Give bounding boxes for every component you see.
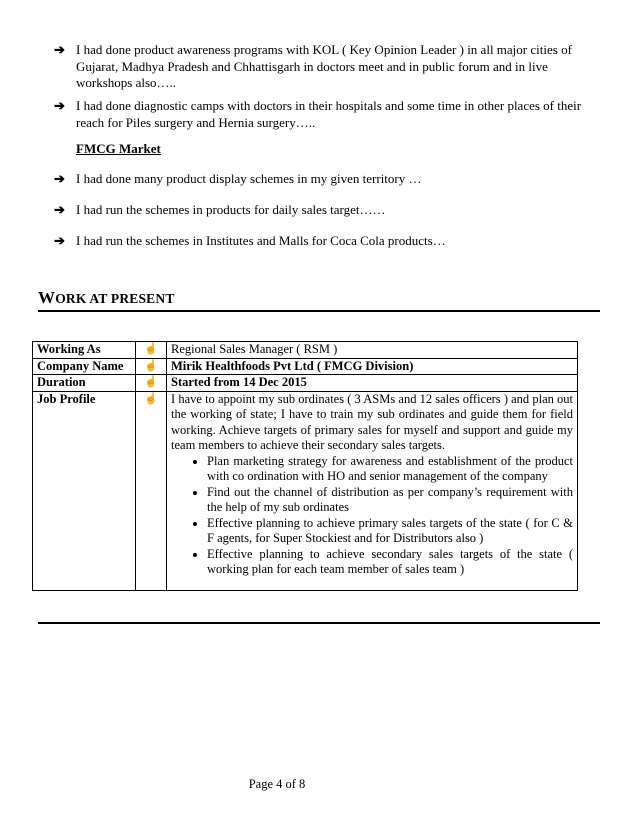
bullet-item [54, 202, 600, 219]
row-value: Mirik Healthfoods Pvt Ltd ( FMCG Division) [167, 358, 578, 375]
table-row [33, 391, 578, 590]
arrow-right-icon: ➔ [54, 202, 65, 217]
bullet-text: I had done many product display schemes in my given territory … [76, 171, 422, 186]
table-row [33, 375, 578, 392]
fmcg-heading: FMCG Market [76, 141, 161, 156]
bullet-text: I had done product awareness programs with KOL ( Key Opinion Leader ) in all major cities of Gujarat, Madhya Pradesh and Chhattisgarh in doctors meet and in public forum and in live workshops also….. [76, 42, 572, 90]
job-profile-cell [167, 391, 578, 590]
bullet-item [54, 233, 600, 250]
table-row [33, 358, 578, 375]
arrow-right-icon: ➔ [54, 233, 65, 248]
arrow-right-icon: ➔ [54, 98, 65, 113]
section-title-initial: W [38, 288, 56, 307]
list-item: • Effective planning to achieve primary sales targets of the state ( for C & F agents, for Super Stockiest and for Distributors also ) [207, 516, 573, 547]
section-title-rest: ORK AT PRESENT [55, 291, 175, 306]
bullet-item [54, 171, 600, 188]
section-divider [38, 310, 600, 312]
list-item: • Plan marketing strategy for awareness and establishment of the product with co ordination with HO and senior management of the company [207, 454, 573, 485]
hand-pointer-icon: ☝ [136, 358, 167, 375]
bullet-item [54, 42, 600, 92]
row-label: Company Name [33, 358, 136, 375]
hand-pointer-icon: ☝ [136, 342, 167, 359]
page-number: Page 4 of 8 [248, 777, 306, 791]
duties-list [171, 454, 573, 578]
row-label: Duration [33, 375, 136, 392]
job-profile-intro: I have to appoint my sub ordinates ( 3 ASMs and 12 sales officers ) and plan out the working of state; I have to train my sub ordinates and guide them for field working. Achieve targets of primary sales for myself and support and guide my team members to achieve their secondary sales targets. [171, 391, 573, 452]
row-label: Working As [33, 342, 136, 359]
table-row [33, 342, 578, 359]
list-item: • Effective planning to achieve secondary sales targets of the state ( working plan for each team member of sales team ) [207, 547, 573, 578]
row-value: Regional Sales Manager ( RSM ) [167, 342, 578, 359]
bullet-text: I had run the schemes in Institutes and Malls for Coca Cola products… [76, 233, 446, 248]
list-item: • Find out the channel of distribution as per company’s requirement with the help of my sub ordinates [207, 485, 573, 516]
section-title [38, 290, 175, 308]
arrow-right-icon: ➔ [54, 171, 65, 186]
row-label: Job Profile [33, 391, 136, 590]
bullet-item [54, 98, 600, 131]
bullet-text: I had done diagnostic camps with doctors in their hospitals and some time in other places of their reach for Piles surgery and Hernia surgery….. [76, 98, 582, 130]
arrow-right-icon: ➔ [54, 42, 65, 57]
row-value: Started from 14 Dec 2015 [167, 375, 578, 392]
hand-pointer-icon: ☝ [136, 391, 167, 590]
work-table [32, 341, 578, 591]
bullet-text: I had run the schemes in products for daily sales target…… [76, 202, 386, 217]
bottom-divider [38, 622, 600, 624]
hand-pointer-icon: ☝ [136, 375, 167, 392]
